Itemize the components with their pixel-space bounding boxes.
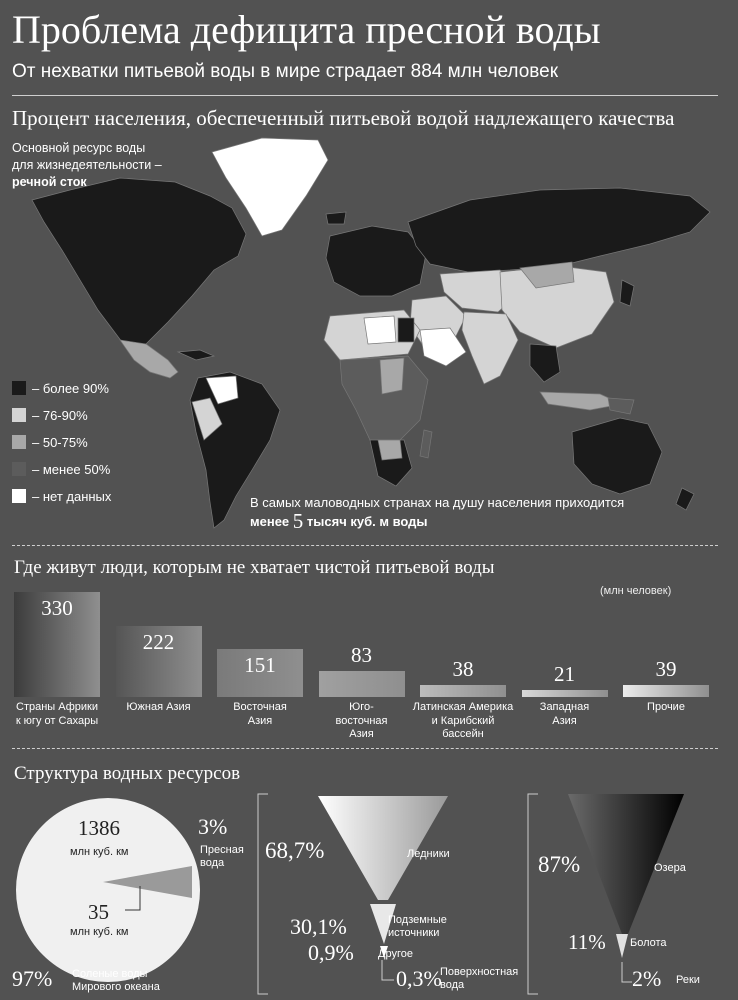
map-north-america: [32, 178, 246, 356]
lakes-label: Озера: [654, 862, 686, 874]
map-europe: [326, 226, 426, 296]
salt-label-1: Соленые воды: [72, 968, 148, 980]
surface-pct: 0,3%: [396, 966, 442, 991]
map-egypt: [398, 318, 414, 342]
fresh-pct: 3%: [198, 814, 228, 839]
page-title: Проблема дефицита пресной воды: [12, 7, 601, 52]
map-central-america: [120, 340, 178, 378]
bracket-fresh: [258, 794, 268, 994]
section-divider: [12, 748, 718, 749]
map-note-line-1: Основной ресурс воды: [12, 141, 146, 155]
bars-unit: (млн человек): [600, 585, 672, 597]
bar-value-label: 39: [655, 656, 677, 681]
fresh-label: [200, 844, 244, 870]
bar-value-label: 21: [554, 662, 575, 687]
swamps-label: Болота: [630, 937, 667, 949]
legend-swatch: [12, 381, 26, 395]
surface-label: [440, 966, 518, 992]
map-note: [12, 140, 212, 191]
glaciers-pct: 68,7%: [265, 838, 325, 863]
legend-item-50-75: [12, 434, 88, 450]
legend-item-76-90: [12, 407, 88, 423]
scarcity-pre: менее: [250, 514, 290, 529]
world-map: [0, 130, 738, 540]
legend-swatch: [12, 462, 26, 476]
bar-category-label: Восточная Азия: [233, 701, 287, 727]
bar-value-label: 330: [41, 596, 73, 620]
bar-value-label: 151: [244, 652, 276, 677]
section-divider: [12, 545, 718, 546]
legend-item-under-50: [12, 461, 110, 477]
legend-label: – нет данных: [32, 488, 112, 504]
fresh-volume-unit: млн куб. км: [70, 926, 129, 938]
map-heading: Процент населения, обеспеченный питьевой водой надлежащего качества: [12, 106, 675, 130]
bar-value-label: 38: [452, 656, 474, 681]
bars-heading: Где живут люди, которым не хватает чистой питьевой воды: [14, 557, 495, 578]
page-subtitle: От нехватки питьевой воды в мире страдает 884 млн человек: [12, 61, 559, 82]
map-iceland: [326, 212, 346, 224]
salt-pct: 97%: [12, 966, 53, 991]
lakes-pct: 87%: [538, 852, 581, 877]
other-pct: 0,9%: [308, 940, 354, 965]
legend-swatch: [12, 435, 26, 449]
bracket-surface: [528, 794, 538, 994]
other-label: Другое: [378, 948, 413, 960]
bar-category-label: Прочие: [647, 701, 685, 713]
bar-category-label: Страны Африки к югу от Сахары: [15, 701, 99, 727]
legend-swatch: [12, 489, 26, 503]
fresh-volume-value: 35: [88, 900, 109, 924]
map-se-asia: [530, 344, 560, 382]
swamps-cone: [616, 934, 628, 958]
bar-value-label: 222: [142, 630, 175, 655]
water-structure-diagram: [0, 780, 738, 1000]
structure-heading: Структура водных ресурсов: [14, 763, 241, 784]
swamps-pct: 11%: [568, 930, 606, 954]
bar-5: [420, 685, 506, 697]
rivers-pointer: [622, 962, 632, 982]
groundwater-label-1: Подземные: [388, 914, 447, 926]
map-new-zealand: [676, 488, 694, 510]
bar-category-label: Южная Азия: [126, 701, 191, 713]
legend-label: – более 90%: [32, 380, 109, 396]
ocean-value: 1386: [78, 816, 120, 840]
scarcity-note: [250, 494, 624, 531]
legend-item-over-90: [12, 380, 109, 396]
groundwater-label: [388, 914, 447, 940]
scarcity-post: тысяч куб. м воды: [306, 514, 428, 529]
groundwater-pct: 30,1%: [290, 914, 347, 939]
salt-label: [72, 968, 160, 994]
bar-category-label: Западная Азия: [539, 701, 590, 727]
legend-label: – менее 50%: [32, 461, 111, 477]
bar-4: [319, 671, 405, 697]
map-madagascar: [420, 430, 432, 458]
scarcity-line-1: В самых маловодных странах на душу населения приходится: [250, 495, 625, 510]
map-arabia: [420, 328, 466, 366]
map-south-asia: [462, 312, 518, 384]
bar-category-label: Юго- восточная Азия: [335, 701, 388, 740]
header-divider: [12, 95, 718, 96]
map-note-line-2: для жизнедеятельности –: [12, 158, 162, 172]
salt-label-2: Мирового океана: [72, 981, 160, 993]
map-japan: [620, 280, 634, 306]
map-png: [608, 398, 634, 414]
scarcity-number: 5: [292, 509, 304, 533]
bar-7: [623, 685, 709, 697]
groundwater-label-2: источники: [388, 927, 440, 939]
map-note-bold: речной сток: [12, 175, 87, 189]
surface-label-1: Поверхностная: [440, 966, 519, 978]
legend-label: – 76-90%: [32, 407, 88, 423]
map-australia: [572, 418, 662, 494]
rivers-label: Реки: [676, 974, 700, 986]
rivers-pct: 2%: [632, 966, 662, 991]
legend-label: – 50-75%: [32, 434, 88, 450]
glaciers-pointer: [382, 960, 394, 980]
fresh-label-2: вода: [200, 857, 225, 869]
map-libya: [364, 316, 396, 344]
scarcity-line-2: [250, 509, 624, 533]
map-east-africa: [380, 358, 404, 394]
bar-category-label: Латинская Америка и Карибский бассейн: [412, 701, 514, 740]
legend-swatch: [12, 408, 26, 422]
bar-value-label: 83: [351, 642, 372, 667]
map-caribbean: [178, 350, 214, 360]
bar-6: [522, 690, 608, 697]
surface-label-2: вода: [440, 979, 465, 991]
legend-item-no-data: [12, 488, 111, 504]
map-russia: [408, 188, 710, 272]
fresh-label-1: Пресная: [200, 844, 244, 856]
glaciers-label: Ледники: [407, 848, 450, 860]
ocean-unit: млн куб. км: [70, 846, 129, 858]
map-south-africa-mid: [378, 440, 402, 460]
